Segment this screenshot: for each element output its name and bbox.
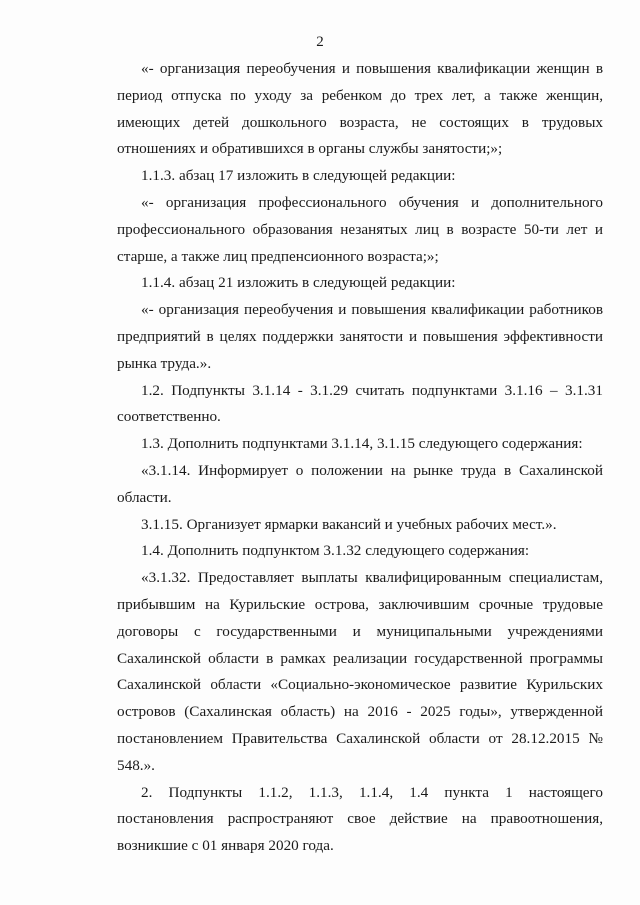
paragraph-1-3: 1.3. Дополнить подпунктами 3.1.14, 3.1.15 следующего содержания: (141, 435, 583, 453)
paragraph-1-1-4-text: «- организация переобучения и повышения квалификации работников предприятий в целях поддержки занятости и повышения эффективности рынка труда.». (117, 301, 603, 372)
paragraph-2: 2. Подпункты 1.1.2, 1.1.3, 1.1.4, 1.4 пункта 1 настоящего постановления распространяют свое действие на правоотношения, возникшие с 01 января 2020 года. (117, 783, 603, 855)
paragraph-1-1-3-heading: 1.1.3. абзац 17 изложить в следующей редакции: (141, 167, 456, 185)
paragraph-women-retraining: «- организация переобучения и повышения квалификации женщин в период отпуска по уходу за ребенком до трех лет, а также женщин, имеющих детей дошкольного возраста, не состоящих в трудовых отношениях и обратившихся в органы службы занятости;»; (117, 60, 603, 158)
paragraph-1-2: 1.2. Подпункты 3.1.14 - 3.1.29 считать подпунктами 3.1.16 – 3.1.31 соответственно. (117, 381, 603, 426)
paragraph-3-1-32: «3.1.32. Предоставляет выплаты квалифицированным специалистам, прибывшим на Курильские острова, заключившим срочные трудовые договоры с государственными и муниципальными учреждениями Сахалинской области в рамках реализации государственной программы Сахалинской области «Социально-экономическое развитие Курильских островов (Сахалинская область) на 2016 - 2025 годы», утвержденной постановлением Правительства Сахалинской области от 28.12.2015 № 548.». (117, 569, 603, 774)
paragraph-1-1-3-text: «- организация профессионального обучения и дополнительного профессионального образования незанятых лиц в возрасте 50-ти лет и старше, а также лиц предпенсионного возраста;»; (117, 193, 603, 265)
paragraph-3-1-15: 3.1.15. Организует ярмарки вакансий и учебных рабочих мест.». (141, 515, 557, 533)
paragraph-1-4: 1.4. Дополнить подпунктом 3.1.32 следующего содержания: (141, 542, 530, 560)
page-number: 2 (316, 34, 324, 50)
document-body (117, 56, 603, 860)
paragraph-3-1-14: «3.1.14. Информирует о положении на рынке труда в Сахалинской области. (117, 461, 603, 506)
paragraph-1-1-4-heading: 1.1.4. абзац 21 изложить в следующей редакции: (141, 274, 456, 292)
